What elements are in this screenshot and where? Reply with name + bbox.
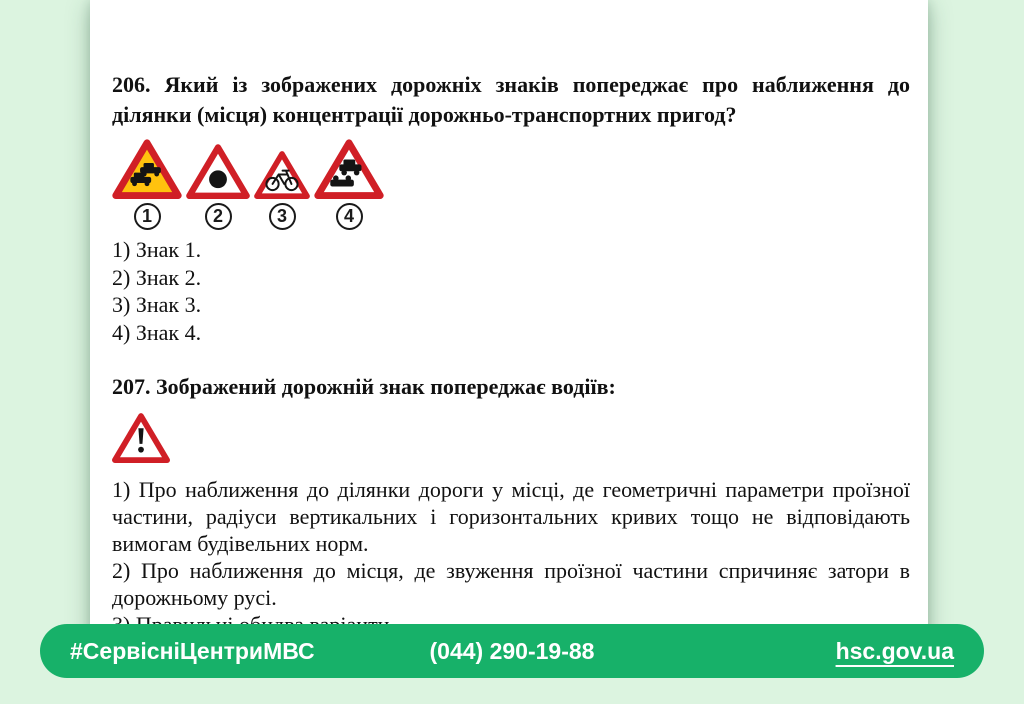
- sign-number-badge-2: 2: [205, 203, 232, 230]
- footer-website-wrap: [594, 638, 954, 665]
- sign-option-2: [186, 143, 250, 230]
- sign-number-badge-3: 3: [269, 203, 296, 230]
- accident-black-spot-warning-sign-icon: [186, 143, 250, 199]
- question-207-answers: [112, 476, 910, 638]
- sign-number-badge-1: 1: [134, 203, 161, 230]
- bicycle-crossing-warning-sign-icon: [254, 150, 310, 199]
- answer-206-1: 1) Знак 1.: [112, 237, 202, 262]
- sign-option-1: [112, 138, 182, 230]
- question-206-answers: [112, 236, 910, 346]
- answer-206-4: 4) Знак 4.: [112, 319, 202, 345]
- footer-website-link[interactable]: hsc.gov.ua: [835, 637, 954, 664]
- footer-banner: [40, 624, 984, 678]
- sign-option-4: [314, 138, 384, 230]
- question-207-title: 207. Зображений дорожній знак попереджає водіїв:: [112, 374, 616, 399]
- question-206-title: 206. Який із зображених дорожніх знаків попереджає про наближення до ділянки (місця) концентрації дорожньо-транспортних пригод?: [112, 72, 910, 127]
- footer-phone-number: (044) 290-19-88: [429, 637, 595, 664]
- question-206: [112, 70, 910, 346]
- question-207: [112, 372, 910, 638]
- other-dangers-warning-sign-icon: [112, 412, 910, 468]
- answer-206-3: 3) Знак 3.: [112, 292, 202, 317]
- sign-option-3: [254, 150, 310, 230]
- answer-207-2: 2) Про наближення до місця, де звуження проїзної частини спричиняє затори в дорожньому русі.: [112, 558, 910, 610]
- sign-number-badge-4: 4: [336, 203, 363, 230]
- footer-hashtag: #СервісніЦентриМВС: [70, 637, 315, 664]
- answer-207-1: 1) Про наближення до ділянки дороги у місці, де геометричні параметри проїзної частини, радіуси вертикальних і горизонтальних кривих тощо не відповідають вимогам будівельних норм.: [112, 477, 910, 556]
- road-accident-warning-sign-icon: [314, 138, 384, 199]
- document-page: [90, 0, 928, 646]
- question-206-signs-row: [112, 138, 910, 230]
- traffic-congestion-warning-sign-icon: [112, 138, 182, 199]
- answer-206-2: 2) Знак 2.: [112, 264, 202, 290]
